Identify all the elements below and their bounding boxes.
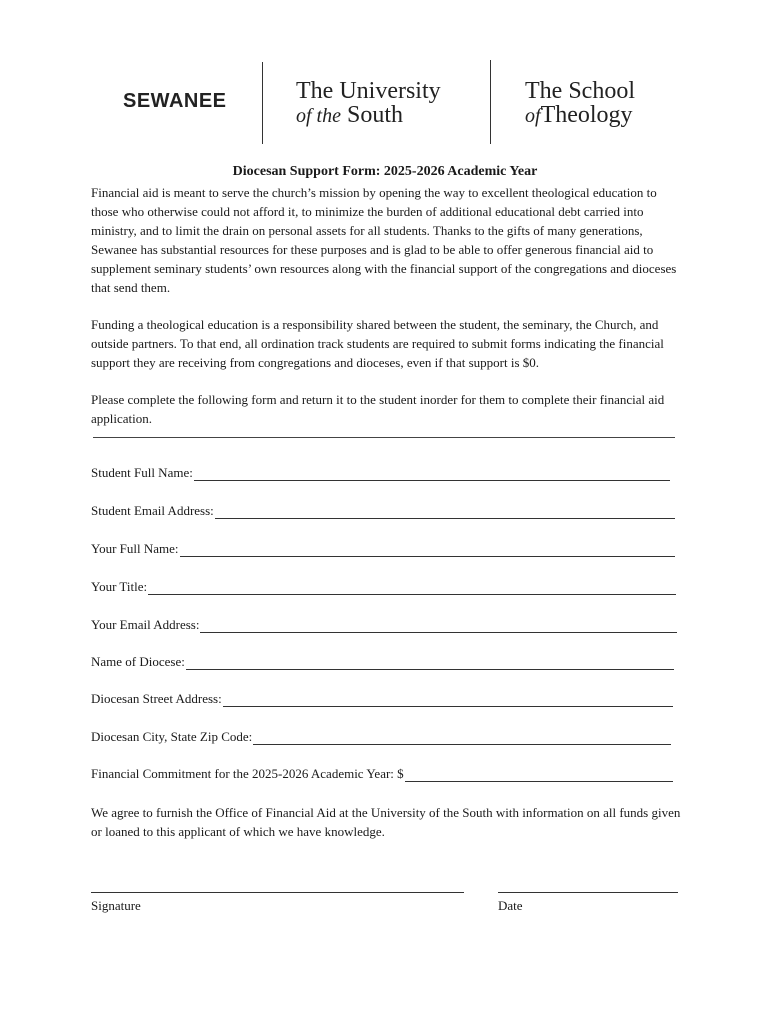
sewanee-logo: SEWANEE bbox=[123, 90, 227, 112]
student-full-name-field[interactable] bbox=[91, 461, 670, 481]
diocesan-city-state-zip-field[interactable] bbox=[91, 725, 671, 745]
field-label: Diocesan Street Address: bbox=[91, 691, 222, 706]
diocesan-street-field[interactable] bbox=[91, 687, 673, 707]
school-logo-line2 bbox=[525, 103, 635, 128]
field-input-line[interactable] bbox=[148, 581, 676, 595]
form-title: Diocesan Support Form: 2025-2026 Academic Year bbox=[232, 164, 538, 179]
your-full-name-field[interactable] bbox=[91, 537, 675, 557]
intro-paragraph: Financial aid is meant to serve the church’s mission by opening the way to excellent theological education to those who otherwise could not afford it, to minimize the burden of additional educational debt carried into ministry, and to limit the drain on personal assets for all students. Thanks to the gifts of many generations, Sewanee has substantial resources for these purposes and is glad to be able to offer generous financial aid to supplement seminary students’ own resources along with the financial support of the congregations and dioceses that send them. bbox=[91, 185, 677, 295]
student-email-field[interactable] bbox=[91, 499, 675, 519]
field-input-line[interactable] bbox=[215, 505, 675, 519]
field-input-line[interactable] bbox=[405, 768, 673, 782]
school-logo bbox=[525, 79, 635, 128]
agreement-statement: We agree to furnish the Office of Financial Aid at the University of the South with information on all funds given or loaned to this applicant of which we have knowledge. bbox=[91, 805, 681, 839]
university-logo bbox=[296, 79, 441, 128]
school-logo-line1: The School bbox=[525, 78, 635, 104]
field-input-line[interactable] bbox=[253, 731, 671, 745]
diocese-name-field[interactable] bbox=[91, 650, 674, 670]
field-label: Your Title: bbox=[91, 579, 148, 594]
funding-paragraph: Funding a theological education is a responsibility shared between the student, the seminary, the Church, and outside partners. To that end, all ordination track students are required to submit forms indicating the financial support they are receiving from congregations and dioceses, even if that support is $0. bbox=[91, 317, 664, 370]
field-input-line[interactable] bbox=[180, 543, 675, 557]
university-logo-line1: The University bbox=[296, 78, 441, 104]
school-logo-theology: Theology bbox=[540, 102, 633, 128]
field-label: Diocesan City, State Zip Code: bbox=[91, 729, 253, 744]
your-title-field[interactable] bbox=[91, 575, 676, 595]
field-input-line[interactable] bbox=[194, 467, 670, 481]
letterhead bbox=[0, 0, 770, 160]
field-input-line[interactable] bbox=[186, 656, 674, 670]
university-logo-of: of the bbox=[296, 105, 341, 127]
university-logo-line2 bbox=[296, 103, 441, 128]
field-label: Your Email Address: bbox=[91, 617, 200, 632]
logo-divider bbox=[490, 60, 491, 144]
university-logo-south: South bbox=[347, 102, 404, 128]
signature-line[interactable] bbox=[91, 892, 464, 893]
your-email-field[interactable] bbox=[91, 613, 677, 633]
field-label: Name of Diocese: bbox=[91, 654, 185, 669]
logo-divider bbox=[262, 62, 263, 144]
section-divider bbox=[93, 437, 675, 438]
field-label: Financial Commitment for the 2025-2026 Academic Year: $ bbox=[91, 766, 404, 781]
date-line[interactable] bbox=[498, 892, 678, 893]
instructions-paragraph: Please complete the following form and return it to the student inorder for them to complete their financial aid application. bbox=[91, 392, 665, 426]
field-input-line[interactable] bbox=[223, 693, 673, 707]
financial-commitment-field[interactable] bbox=[91, 762, 673, 782]
school-logo-of: of bbox=[525, 105, 541, 127]
field-input-line[interactable] bbox=[200, 619, 677, 633]
date-label: Date bbox=[498, 898, 523, 913]
signature-label: Signature bbox=[91, 898, 141, 913]
field-label: Your Full Name: bbox=[91, 541, 179, 556]
field-label: Student Full Name: bbox=[91, 465, 193, 480]
field-label: Student Email Address: bbox=[91, 503, 214, 518]
